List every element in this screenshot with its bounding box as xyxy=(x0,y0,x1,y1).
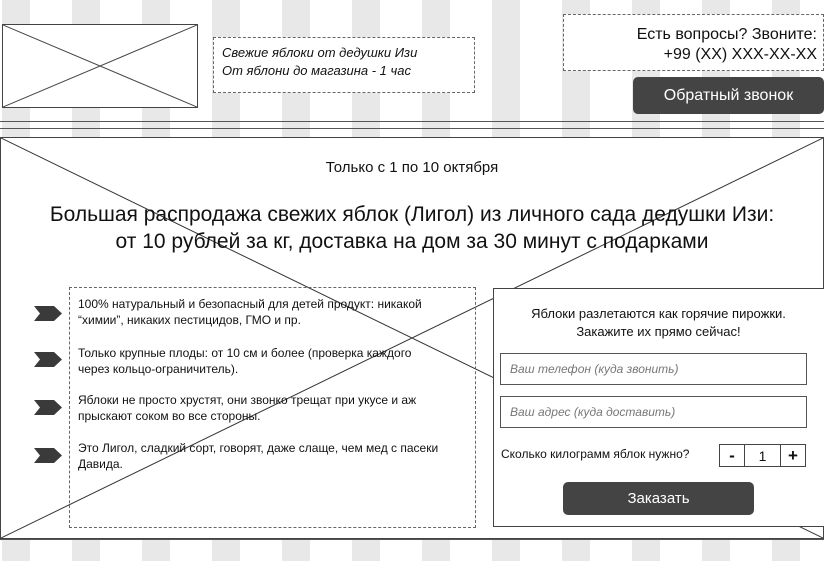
list-item xyxy=(78,296,470,328)
callback-button[interactable]: Обратный звонок xyxy=(633,77,824,114)
footer-divider xyxy=(0,539,824,540)
contact-question: Есть вопросы? Звоните: xyxy=(636,26,817,43)
address-input[interactable] xyxy=(500,396,807,428)
chevron-right-icon xyxy=(34,448,62,463)
feature-line: 100% натуральный и безопасный для детей продукт: никакой xyxy=(78,297,422,311)
phone-input[interactable] xyxy=(500,353,807,385)
chevron-right-icon xyxy=(34,352,62,367)
list-item xyxy=(78,440,470,472)
list-item xyxy=(78,345,470,377)
chevron-right-icon xyxy=(34,400,62,415)
order-submit-button[interactable]: Заказать xyxy=(563,482,754,515)
chevron-right-icon xyxy=(34,306,62,321)
list-item xyxy=(78,392,470,424)
logo-image-placeholder xyxy=(2,24,198,108)
feature-line: Яблоки не просто хрустят, они звонко трещат при укусе и аж xyxy=(78,393,417,407)
feature-line: Давида. xyxy=(78,457,123,471)
form-title xyxy=(493,305,824,341)
header-divider xyxy=(0,121,824,122)
feature-line: “химии”, никаких пестицидов, ГМО и пр. xyxy=(78,313,301,327)
feature-line: Это Лигол, сладкий сорт, говорят, даже слаще, чем мед с пасеки xyxy=(78,441,439,455)
offer-period: Только с 1 по 10 октября xyxy=(325,159,499,176)
tagline-line: Свежие яблоки от дедушки Изи xyxy=(222,45,418,60)
phone-number: +99 (XX) XXX-XX-XX xyxy=(663,46,817,63)
quantity-decrement-button[interactable]: - xyxy=(720,445,745,466)
form-title-line: Закажите их прямо сейчас! xyxy=(576,324,741,339)
form-title-line: Яблоки разлетаются как горячие пирожки. xyxy=(531,306,786,321)
header-divider xyxy=(0,128,824,129)
quantity-stepper xyxy=(719,444,806,467)
feature-line: через кольцо-ограничитель). xyxy=(78,362,239,376)
page-title xyxy=(0,201,824,255)
tagline-line: От яблони до магазина - 1 час xyxy=(222,63,411,78)
quantity-increment-button[interactable]: + xyxy=(780,445,805,466)
quantity-label: Сколько килограмм яблок нужно? xyxy=(501,447,690,461)
headline-line: Большая распродажа свежих яблок (Лигол) из личного сада дедушки Изи: xyxy=(49,203,775,226)
quantity-value[interactable]: 1 xyxy=(758,447,767,464)
feature-line: прыскают соком во все стороны. xyxy=(78,409,261,423)
image-placeholder-icon xyxy=(3,25,197,107)
contact-info xyxy=(563,14,824,71)
feature-line: Только крупные плоды: от 10 см и более (проверка каждого xyxy=(78,346,412,360)
tagline xyxy=(213,37,475,93)
headline-line: от 10 рублей за кг, доставка на дом за 30 минут с подарками xyxy=(115,230,709,253)
